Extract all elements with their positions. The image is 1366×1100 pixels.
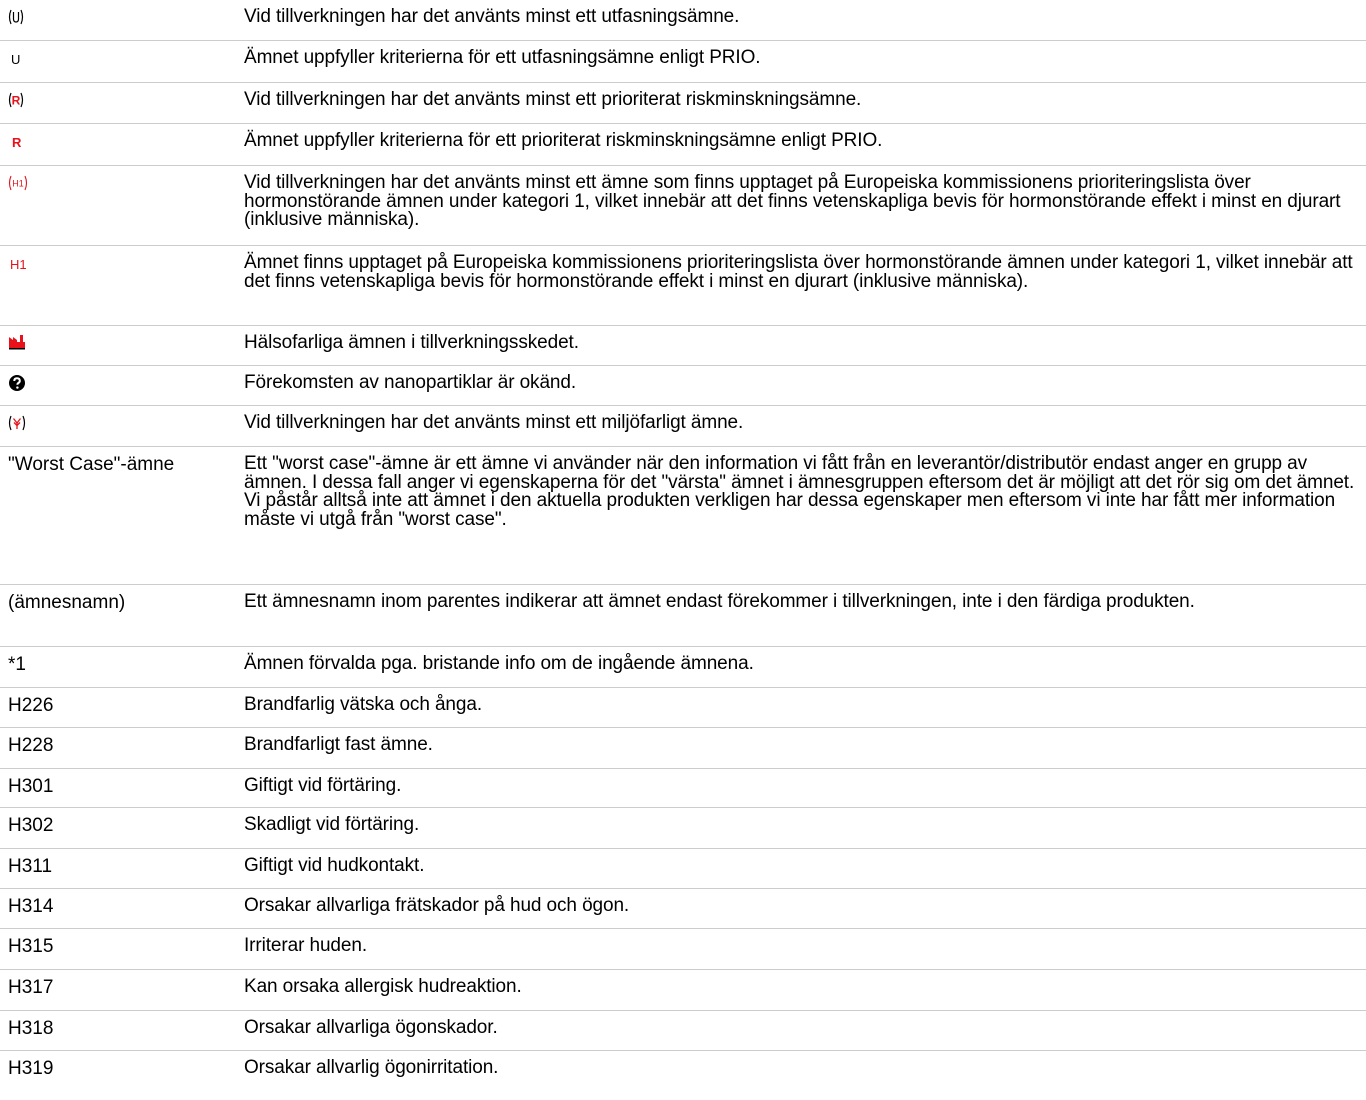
hazard-statement-row	[0, 970, 1366, 1011]
hazard-description: Orsakar allvarliga ögonskador.	[244, 1017, 498, 1038]
endocrine-manufacturing-icon	[8, 174, 28, 192]
hazard-description: Skadligt vid förtäring.	[244, 814, 420, 835]
legend-symbol	[0, 414, 244, 436]
legend-description: Ämnet finns upptaget på Europeiska kommissionens prioriteringslista över hormonstörande ämnen under kategori 1, vilket innebär att det finns vetenskapliga bevis för hormonstörande effekt i minst en djurart (inklusive människa).	[244, 252, 1353, 292]
legend-symbol	[0, 655, 244, 674]
svg-text:H1: H1	[12, 178, 24, 189]
legend-description: Vid tillverkningen har det använts minst ett utfasningsämne.	[244, 6, 740, 27]
hazard-statement-row	[0, 769, 1366, 808]
legend-description: Ett ämnesnamn inom parentes indikerar att ämnet endast förekommer i tillverkningen, inte i den färdiga produkten.	[244, 591, 1195, 612]
legend-description: Förekomsten av nanopartiklar är okänd.	[244, 372, 577, 393]
legend-row	[0, 406, 1366, 447]
hazard-statement-row	[0, 728, 1366, 769]
legend-description: Vid tillverkningen har det använts minst ett ämne som finns upptaget på Europeiska kommissionens prioriteringslista över hormonstörande ämnen under kategori 1, vilket innebär att det finns vetenskapliga bevis för hormonstörande effekt i minst en djurart (inklusive människa).	[244, 172, 1341, 230]
hazard-description: Giftigt vid förtäring.	[244, 775, 402, 796]
legend-description: Hälsofarliga ämnen i tillverkningsskedet.	[244, 332, 579, 353]
legend-row	[0, 326, 1366, 366]
hazard-code: H301	[8, 776, 54, 797]
legend-row	[0, 647, 1366, 688]
footnote-label: *1	[8, 654, 26, 675]
legend-row	[0, 0, 1366, 41]
endocrine-symbol: H1	[10, 257, 27, 272]
hazard-code: H226	[8, 695, 54, 716]
legend-symbol	[0, 334, 244, 354]
hazard-code: H319	[8, 1058, 54, 1079]
legend-symbol	[0, 593, 244, 612]
legend-symbol	[0, 455, 244, 474]
hazard-description: Kan orsaka allergisk hudreaktion.	[244, 976, 522, 997]
svg-text:R: R	[11, 93, 21, 108]
legend-description: Ett "worst case"-ämne är ett ämne vi använder när den information vi fått från en leverantör/distributör endast anger en grupp av ämnen. I dessa fall anger vi egenskaperna för det "värsta" ämnet i ämnesgruppen eftersom det är möjligt att det rör sig om det ämnet. Vi påstår alltså inte att ämnet i den aktuella produkten verkligen har dessa egenskaper men eftersom vi inte har fått mer information måste vi utgå från "worst case".	[244, 453, 1355, 530]
hazard-statement-row	[0, 849, 1366, 889]
legend-symbol	[0, 174, 244, 196]
hazard-code: H315	[8, 936, 54, 957]
legend-symbol	[0, 49, 244, 69]
legend-description: Ämnen förvalda pga. bristande info om de ingående ämnena.	[244, 653, 754, 674]
legend-description: Vid tillverkningen har det använts minst ett miljöfarligt ämne.	[244, 412, 744, 433]
worst-case-label: "Worst Case"-ämne	[8, 454, 175, 475]
hazard-statement-row	[0, 929, 1366, 970]
substance-name-label: (ämnesnamn)	[8, 592, 126, 613]
legend-row	[0, 585, 1366, 647]
hazard-statement-row	[0, 688, 1366, 728]
hazard-statement-row	[0, 889, 1366, 929]
legend-row	[0, 246, 1366, 326]
question-circle-icon	[8, 374, 26, 392]
hazard-description: Brandfarligt fast ämne.	[244, 734, 433, 755]
legend-row	[0, 166, 1366, 246]
legend-symbol	[0, 8, 244, 30]
hazard-code: H314	[8, 896, 54, 917]
hazard-statement-row	[0, 1011, 1366, 1051]
legend-symbol	[0, 254, 244, 274]
hazard-code: H302	[8, 815, 54, 836]
priority-risk-symbol: R	[12, 135, 22, 150]
hazard-code: H311	[8, 856, 53, 877]
phase-out-manufacturing-icon	[8, 8, 24, 26]
hazard-description: Irriterar huden.	[244, 935, 368, 956]
legend-row	[0, 366, 1366, 406]
hazard-code: H317	[8, 977, 54, 998]
hazard-statement-row	[0, 808, 1366, 849]
hazard-description: Giftigt vid hudkontakt.	[244, 855, 425, 876]
legend-row	[0, 41, 1366, 83]
legend-description: Ämnet uppfyller kriterierna för ett utfasningsämne enligt PRIO.	[244, 47, 761, 68]
hazard-code: H318	[8, 1018, 54, 1039]
legend-row	[0, 83, 1366, 124]
legend-description: Ämnet uppfyller kriterierna för ett prioriterat riskminskningsämne enligt PRIO.	[244, 130, 883, 151]
hazard-code: H228	[8, 735, 54, 756]
factory-icon	[8, 334, 26, 350]
legend-symbol	[0, 132, 244, 152]
legend-symbol	[0, 374, 244, 396]
legend-description: Vid tillverkningen har det använts minst ett prioriterat riskminskningsämne.	[244, 89, 862, 110]
priority-risk-manufacturing-icon	[8, 91, 24, 109]
hazard-description: Orsakar allvarliga frätskador på hud och ögon.	[244, 895, 630, 916]
legend-row	[0, 447, 1366, 585]
hazard-statement-row	[0, 1051, 1366, 1091]
hazard-description: Orsakar allvarlig ögonirritation.	[244, 1057, 499, 1078]
hazard-description: Brandfarlig vätska och ånga.	[244, 694, 483, 715]
legend-row	[0, 124, 1366, 166]
phase-out-symbol: U	[11, 52, 21, 67]
environment-hazard-manufacturing-icon	[8, 414, 26, 432]
legend-symbol	[0, 91, 244, 113]
